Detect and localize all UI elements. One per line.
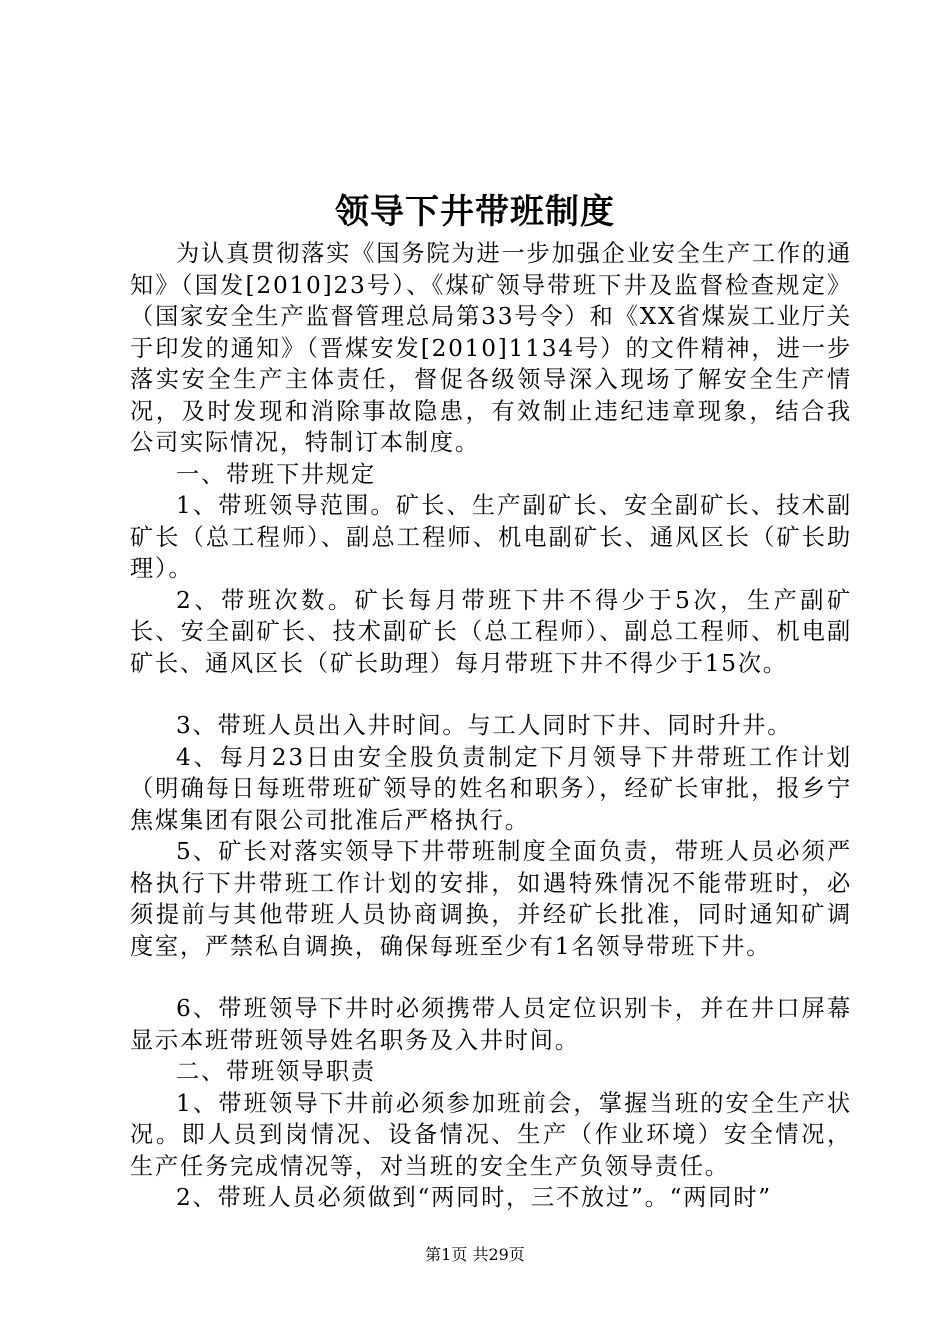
document-title: 领导下井带班制度 (335, 192, 615, 232)
section-heading-1: 一、带班下井规定 (176, 460, 376, 488)
rule-paragraph-5: 5、矿长对落实领导下井带班制度全面负责，带班人员必须严格执行下井带班工作计划的安排，如遇特殊情况不能带班时，必须提前与其他带班人员协商调换，并经矿长批准，同时通知矿调度室，严禁私自调换，确保每班至少有1名领导带班下井。 (130, 838, 852, 960)
duty-paragraph-2: 2、带班人员必须做到“两同时，三不放过”。“两同时” (176, 1184, 772, 1211)
section-heading-2: 二、带班领导职责 (176, 1058, 376, 1085)
rule-paragraph-2: 2、带班次数。矿长每月带班下井不得少于5次，生产副矿长、安全副矿长、技术副矿长（总工程师）、副总工程师、机电副矿长、通风区长（矿长助理）每月带班下井不得少于15次。 (130, 586, 852, 677)
duty-paragraph-1: 1、带班领导下井前必须参加班前会，掌握当班的安全生产状况。即人员到岗情况、设备情况、生产（作业环境）安全情况，生产任务完成情况等，对当班的安全生产负领导责任。 (130, 1089, 852, 1180)
rule-paragraph-4: 4、每月23日由安全股负责制定下月领导下井带班工作计划（明确每日每班带班矿领导的姓名和职务），经矿长审批，报乡宁焦煤集团有限公司批准后严格执行。 (130, 743, 852, 834)
rule-paragraph-1: 1、带班领导范围。矿长、生产副矿长、安全副矿长、技术副矿长（总工程师）、副总工程师、机电副矿长、通风区长（矿长助理）。 (130, 492, 852, 582)
page-footer: 第1页 共29页 (425, 1245, 525, 1264)
rule-paragraph-3: 3、带班人员出入井时间。与工人同时下井、同时升井。 (176, 712, 793, 739)
intro-paragraph: 为认真贯彻落实《国务院为进一步加强企业安全生产工作的通知》（国发[2010]23号）、《煤矿领导带班下井及监督检查规定》（国家安全生产监督管理总局第33号令）和《XX省煤炭工业厅关于印发的通知》（晋煤安发[2010]1134号）的文件精神，进一步落实安全生产主体责任，督促各级领导深入现场了解安全生产情况，及时发现和消除事故隐患，有效制止违纪违章现象，结合我公司实际情况，特制订本制度。 (130, 240, 852, 456)
rule-paragraph-6: 6、带班领导下井时必须携带人员定位识别卡，并在井口屏幕显示本班带班领导姓名职务及入井时间。 (130, 995, 852, 1054)
document-body (130, 238, 852, 1214)
